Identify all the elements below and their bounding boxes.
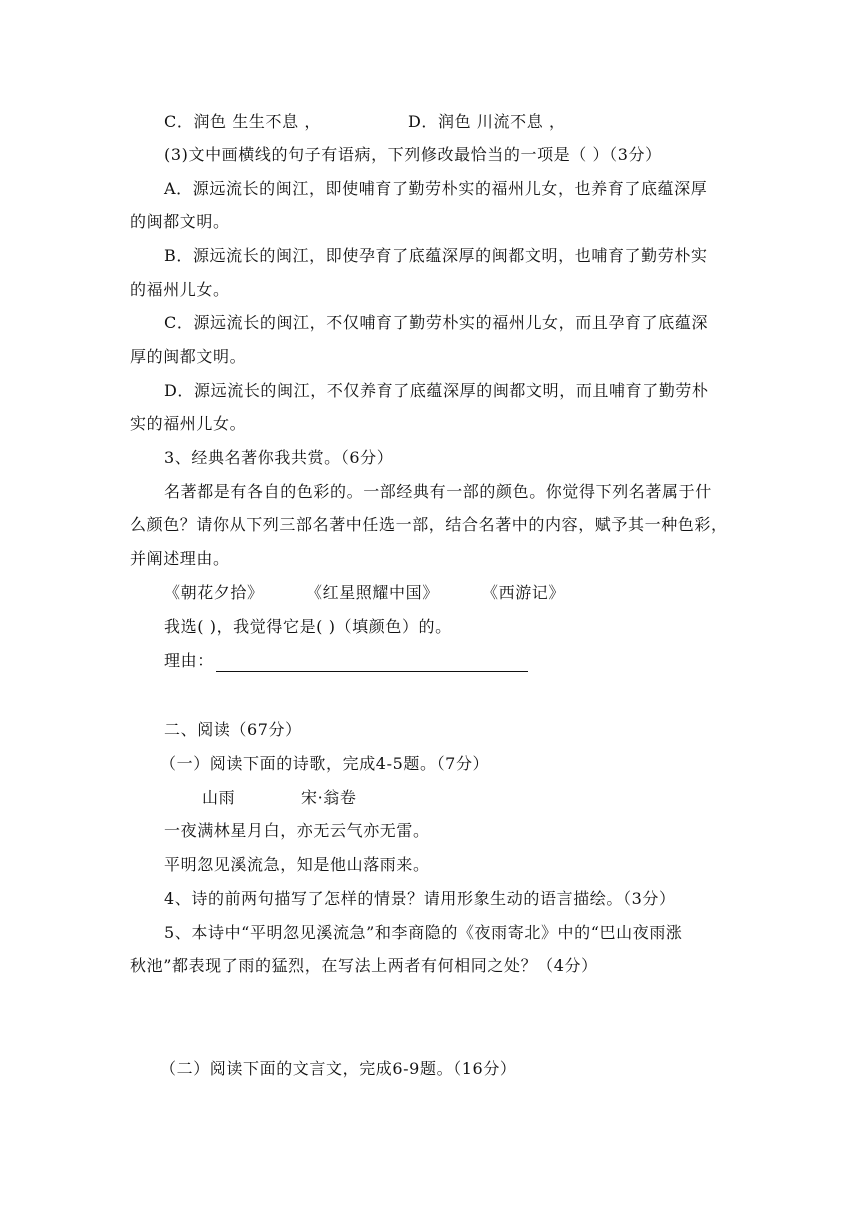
q2-3-option-d-line1: D．源远流长的闽江，不仅养育了底蕴深厚的闽都文明，而且哺育了勤劳朴 [164, 381, 709, 400]
q2-3-option-a-line1: A．源远流长的闽江，即使哺育了勤劳朴实的福州儿女，也养育了底蕴深厚 [164, 179, 708, 198]
q2-3-option-b-line1: B．源远流长的闽江，即使孕育了底蕴深厚的闽都文明，也哺育了勤劳朴实 [164, 246, 708, 265]
q3-body-line1: 名著都是有各自的色彩的。一部经典有一部的颜色。你觉得下列名著属于什 [164, 482, 712, 501]
q3-book-1: 《朝花夕拾》 [164, 583, 264, 602]
q3-book-3: 《西游记》 [482, 583, 566, 602]
part2-title: （二）阅读下面的文言文，完成6-9题。（16分） [160, 1059, 517, 1078]
q3-choose-line: 我选( )，我觉得它是( )（填颜色）的。 [164, 617, 452, 636]
q2-3-prompt: (3)文中画横线的句子有语病，下列修改最恰当的一项是（ ）（3分） [164, 145, 662, 164]
q2-3-option-d-line2: 实的福州儿女。 [130, 414, 247, 433]
q5-line1: 5、本诗中“平明忽见溪流急”和李商隐的《夜雨寄北》中的“巴山夜雨涨 [164, 923, 683, 942]
q3-reason-label: 理由： [164, 651, 214, 670]
q2-3-option-a-line2: 的闽都文明。 [130, 212, 230, 231]
section2-title: 二、阅读（67分） [164, 720, 302, 739]
q3-body-line3: 并阐述理由。 [130, 549, 230, 568]
poem-line-1: 一夜满林星月白，亦无云气亦无雷。 [164, 821, 430, 840]
q2-3-option-c-line2: 厚的闽都文明。 [130, 347, 247, 366]
poem-title: 山雨 [202, 788, 236, 807]
poem-line-2: 平明忽见溪流急，知是他山落雨来。 [164, 855, 430, 874]
q2-option-c: C．润色 生生不息 ， [164, 112, 322, 131]
q3-reason-row [164, 650, 528, 672]
q2-3-option-b-line2: 的福州儿女。 [130, 280, 230, 299]
q5-line2: 秋池”都表现了雨的猛烈，在写法上两者有何相同之处？（4分） [130, 956, 598, 975]
poem-author: 宋·翁卷 [301, 788, 357, 807]
q3-book-2: 《红星照耀中国》 [306, 583, 439, 602]
q3-body-line2: 么颜色？请你从下列三部名著中任选一部，结合名著中的内容，赋予其一种色彩， [130, 515, 728, 534]
q2-3-option-c-line1: C．源远流长的闽江，不仅哺育了勤劳朴实的福州儿女，而且孕育了底蕴深 [164, 313, 709, 332]
part1-title: （一）阅读下面的诗歌，完成4-5题。（7分） [160, 754, 490, 773]
q2-option-d: D．润色 川流不息 ， [408, 112, 566, 131]
q3-title: 3、经典名著你我共赏。（6分） [164, 448, 394, 467]
q3-reason-answer-line[interactable] [216, 653, 528, 672]
q4-text: 4、诗的前两句描写了怎样的情景？请用形象生动的语言描绘。（3分） [164, 889, 676, 908]
